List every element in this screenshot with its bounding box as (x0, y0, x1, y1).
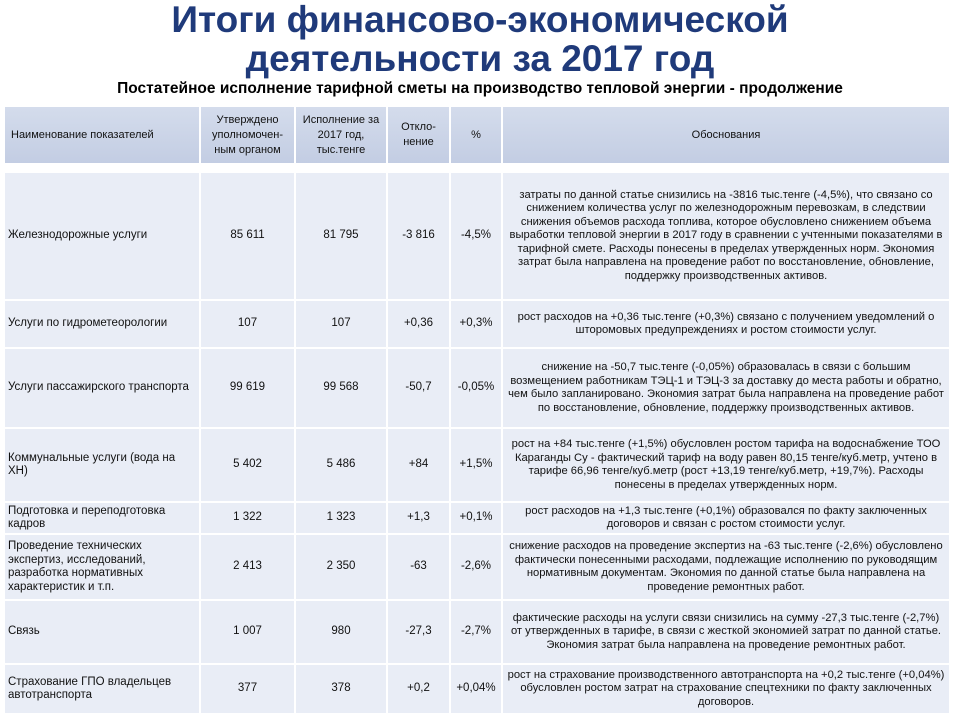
row-percent: -0,05% (450, 348, 502, 428)
header-percent: % (450, 106, 502, 164)
row-approved: 377 (200, 664, 295, 714)
row-approved: 5 402 (200, 428, 295, 502)
row-name: Проведение технических экспертиз, исследований, разработка нормативных характеристик и т.п. (4, 534, 200, 600)
row-name: Связь (4, 600, 200, 664)
row-reason: снижение расходов на проведение экспертиз на -63 тыс.тенге (-2,6%) обусловлено фактически понесенными расходами, подлежащие исполнению по руководящим нормативным документам. Экономия по данной статье была направлена на проведение ремонтных работ. (502, 534, 950, 600)
budget-execution-table (3, 105, 951, 715)
row-percent: +1,5% (450, 428, 502, 502)
row-actual: 980 (295, 600, 387, 664)
table-header-row (4, 106, 950, 164)
row-approved: 99 619 (200, 348, 295, 428)
row-deviation: +0,36 (387, 300, 450, 348)
row-percent: +0,04% (450, 664, 502, 714)
row-name: Коммунальные услуги (вода на ХН) (4, 428, 200, 502)
row-approved: 2 413 (200, 534, 295, 600)
row-actual: 107 (295, 300, 387, 348)
header-actual: Исполнение за 2017 год, тыс.тенге (295, 106, 387, 164)
row-name: Железнодорожные услуги (4, 172, 200, 300)
table-row (4, 428, 950, 502)
table-row (4, 664, 950, 714)
row-deviation: +84 (387, 428, 450, 502)
row-deviation: -63 (387, 534, 450, 600)
row-percent: +0,1% (450, 502, 502, 534)
row-actual: 5 486 (295, 428, 387, 502)
header-deviation: Откло-нение (387, 106, 450, 164)
row-reason: рост на страхование производственного автотранспорта на +0,2 тыс.тенге (+0,04%) обусловлен ростом затрат на страхование спецтехники по факту заключенных договоров. (502, 664, 950, 714)
page-title-line-2: деятельности за 2017 год (245, 38, 715, 79)
row-percent: -2,7% (450, 600, 502, 664)
row-actual: 99 568 (295, 348, 387, 428)
header-name: Наименование показателей (4, 106, 200, 164)
table-row (4, 600, 950, 664)
row-actual: 378 (295, 664, 387, 714)
row-name: Страхование ГПО владельцев автотранспорта (4, 664, 200, 714)
row-deviation: -27,3 (387, 600, 450, 664)
row-approved: 1 007 (200, 600, 295, 664)
row-deviation: +1,3 (387, 502, 450, 534)
row-actual: 81 795 (295, 172, 387, 300)
table-row (4, 348, 950, 428)
row-percent: -4,5% (450, 172, 502, 300)
row-reason: рост расходов на +1,3 тыс.тенге (+0,1%) образовался по факту заключенных договоров и связан с ростом стоимости услуг. (502, 502, 950, 534)
table-row (4, 534, 950, 600)
row-approved: 85 611 (200, 172, 295, 300)
row-reason: снижение на -50,7 тыс.тенге (-0,05%) образовалась в связи с большим возмещением работникам ТЭЦ-1 и ТЭЦ-3 за доставку до места работы и обратно, чем было запланировано. Экономия затрат была направлена на проведение работ по восстановление, обновление, поддержку производственных активов. (502, 348, 950, 428)
row-approved: 1 322 (200, 502, 295, 534)
row-deviation: -3 816 (387, 172, 450, 300)
row-reason: фактические расходы на услуги связи снизились на сумму -27,3 тыс.тенге (-2,7%) от утвержденных в тарифе, в связи с жесткой экономией затрат по данной статье. Экономия затрат была направлена на проведение ремонтных работ. (502, 600, 950, 664)
row-actual: 2 350 (295, 534, 387, 600)
row-reason: рост на +84 тыс.тенге (+1,5%) обусловлен ростом тарифа на водоснабжение ТОО Караганды Су - фактический тариф на воду равен 80,15 тенге/куб.метр, учтено в тарифе 66,96 тенге/куб.метр (рост +13,19 тенге/куб.метр, +19,7%). Расходы понесены в пределах утвержденных норм. (502, 428, 950, 502)
header-reason: Обоснования (502, 106, 950, 164)
row-percent: -2,6% (450, 534, 502, 600)
row-name: Услуги пассажирского транспорта (4, 348, 200, 428)
row-percent: +0,3% (450, 300, 502, 348)
row-name: Услуги по гидрометеорологии (4, 300, 200, 348)
row-approved: 107 (200, 300, 295, 348)
page-title (0, 0, 960, 78)
table-row (4, 300, 950, 348)
page-title-line-1: Итоги финансово-экономической (171, 0, 789, 40)
row-reason: затраты по данной статье снизились на -3816 тыс.тенге (-4,5%), что связано со снижением количества услуг по железнодорожным перевозкам, в следствии снижения объемов расхода топлива, которое обусловлено снижением объема выработки тепловой энергии в 2017 году в сравнении с учтенными показателями в тарифной смете. Расходы понесены в пределах утвержденных норм. Экономия затрат была направлена на проведение работ по восстановление, обновление, поддержку производственных активов. (502, 172, 950, 300)
table-row (4, 502, 950, 534)
row-reason: рост расходов на +0,36 тыс.тенге (+0,3%) связано с получением уведомлений о шторомовых предупреждениях и ростом стоимости услуг. (502, 300, 950, 348)
header-approved: Утверждено уполномочен-ным органом (200, 106, 295, 164)
row-deviation: -50,7 (387, 348, 450, 428)
page-subtitle: Постатейное исполнение тарифной сметы на производство тепловой энергии - продолжение (117, 80, 843, 97)
row-deviation: +0,2 (387, 664, 450, 714)
row-actual: 1 323 (295, 502, 387, 534)
table-row (4, 172, 950, 300)
row-name: Подготовка и переподготовка кадров (4, 502, 200, 534)
